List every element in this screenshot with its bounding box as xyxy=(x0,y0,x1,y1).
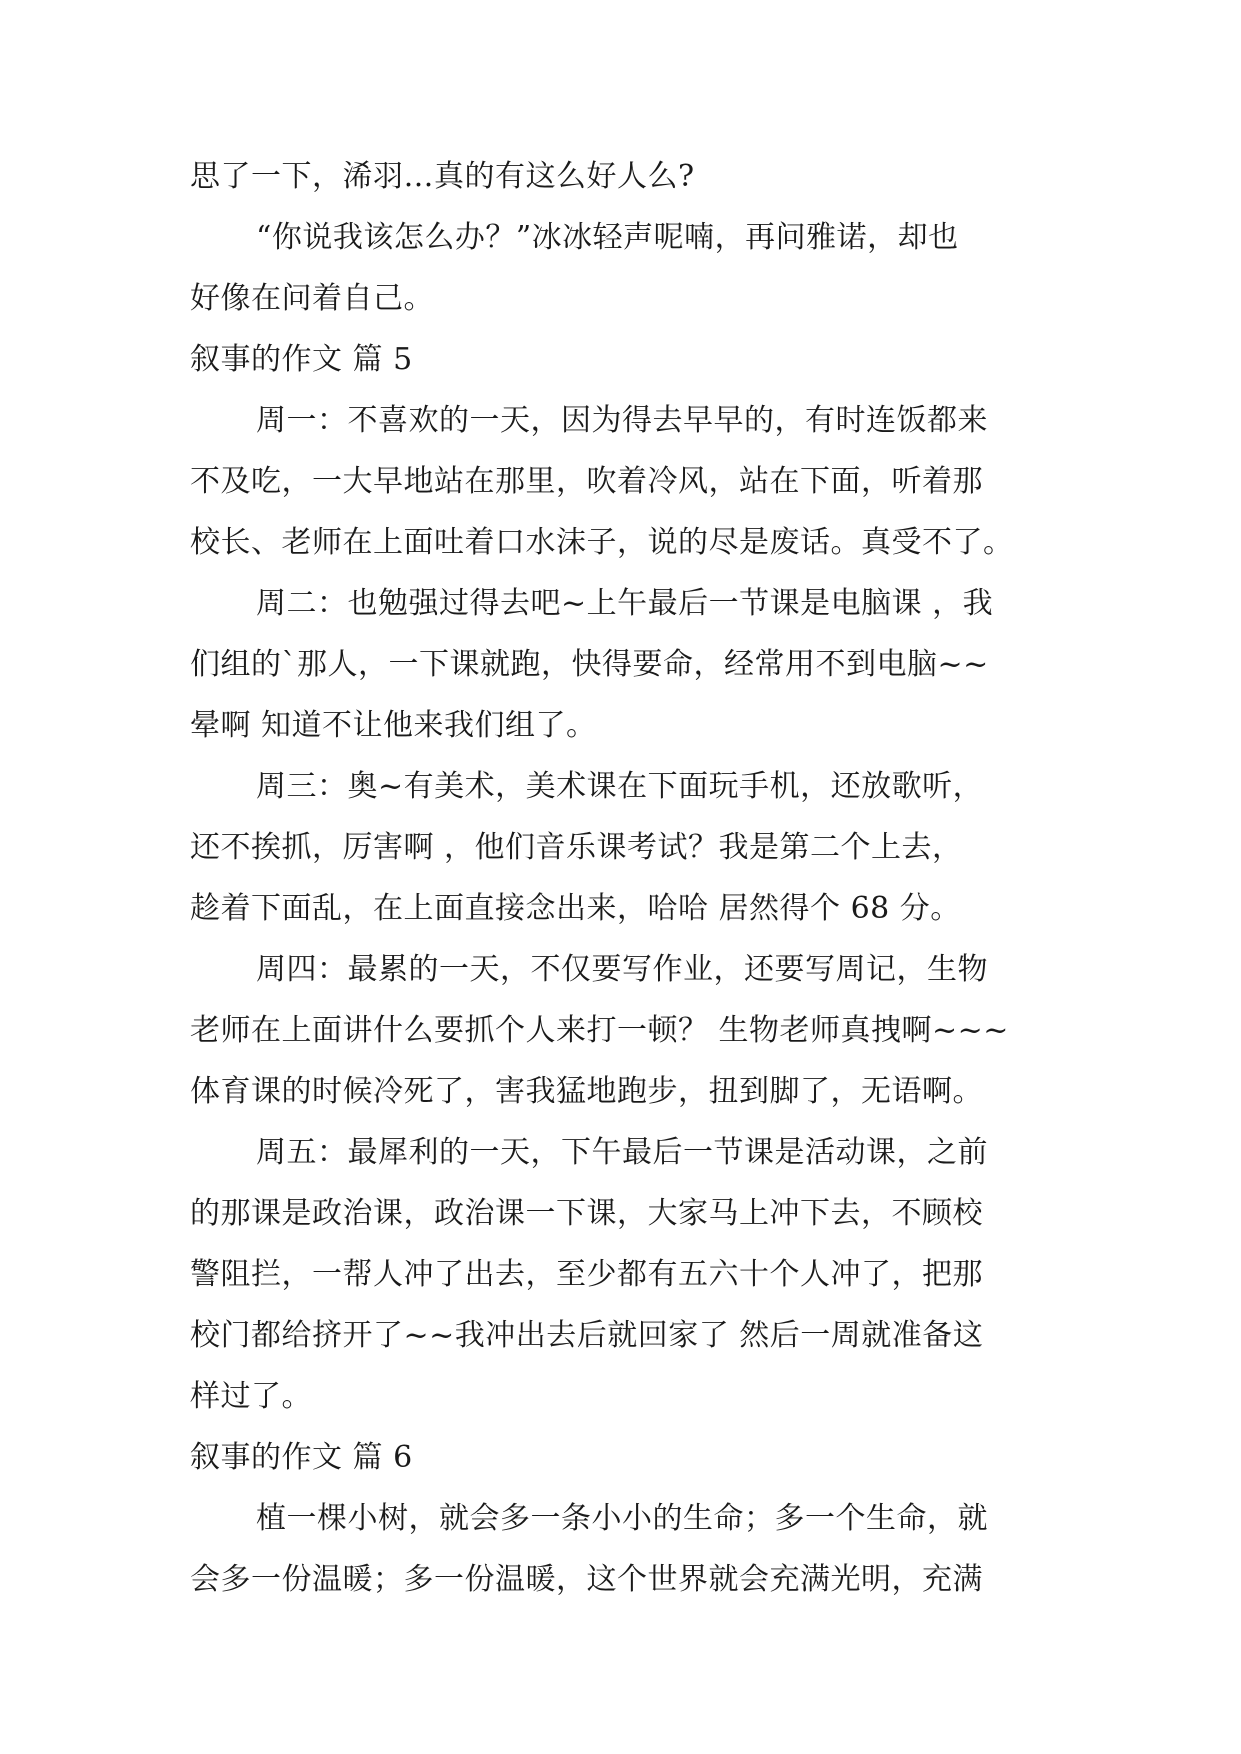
thursday-paragraph-line: 体育课的时候冷死了，害我猛地跑步，扭到脚了，无语啊。 xyxy=(190,1074,983,1109)
section6-paragraph-line: 会多一份温暖；多一份温暖，这个世界就会充满光明，充满 xyxy=(190,1562,983,1597)
section6-paragraph-line: 植一棵小树，就会多一条小小的生命；多一个生命，就 xyxy=(256,1501,988,1536)
friday-paragraph-line: 周五：最犀利的一天，下午最后一节课是活动课，之前 xyxy=(256,1135,988,1170)
paragraph-first-line: “你说我该怎么办？”冰冰轻声呢喃，再问雅诺，却也 xyxy=(256,220,959,255)
wednesday-paragraph-line: 还不挨抓，厉害啊 ，他们音乐课考试？我是第二个上去， xyxy=(190,830,963,865)
tuesday-paragraph-line: 们组的`那人，一下课就跑，快得要命，经常用不到电脑~~ xyxy=(190,647,989,682)
wednesday-paragraph-line: 趁着下面乱，在上面直接念出来，哈哈 居然得个 68 分。 xyxy=(190,891,961,926)
monday-paragraph-line: 校长、老师在上面吐着口水沫子，说的尽是废话。真受不了。 xyxy=(190,525,1014,560)
monday-paragraph-line: 周一：不喜欢的一天，因为得去早早的，有时连饭都来 xyxy=(256,403,988,438)
thursday-paragraph-line: 周四：最累的一天，不仅要写作业，还要写周记，生物 xyxy=(256,952,988,987)
friday-paragraph-line: 的那课是政治课，政治课一下课，大家马上冲下去，不顾校 xyxy=(190,1196,983,1231)
document-body xyxy=(190,146,1090,1610)
section-heading-5: 叙事的作文 篇 5 xyxy=(190,342,413,377)
text-line: 好像在问着自己。 xyxy=(190,281,434,316)
section-heading-6: 叙事的作文 篇 6 xyxy=(190,1440,413,1475)
monday-paragraph-line: 不及吃，一大早地站在那里，吹着冷风，站在下面，听着那 xyxy=(190,464,983,499)
wednesday-paragraph-line: 周三：奥~有美术，美术课在下面玩手机，还放歌听， xyxy=(256,769,984,804)
thursday-paragraph-line: 老师在上面讲什么要抓个人来打一顿？ 生物老师真拽啊~~~ xyxy=(190,1013,1009,1048)
text-line: 思了一下，浠羽…真的有这么好人么? xyxy=(190,159,695,194)
tuesday-paragraph-line: 晕啊 知道不让他来我们组了。 xyxy=(190,708,597,743)
friday-paragraph-line: 警阻拦，一帮人冲了出去，至少都有五六十个人冲了，把那 xyxy=(190,1257,983,1292)
tuesday-paragraph-line: 周二：也勉强过得去吧~上午最后一节课是电脑课 ，我 xyxy=(256,586,994,621)
friday-paragraph-line: 样过了。 xyxy=(190,1379,312,1414)
friday-paragraph-line: 校门都给挤开了~~我冲出去后就回家了 然后一周就准备这 xyxy=(190,1318,984,1353)
